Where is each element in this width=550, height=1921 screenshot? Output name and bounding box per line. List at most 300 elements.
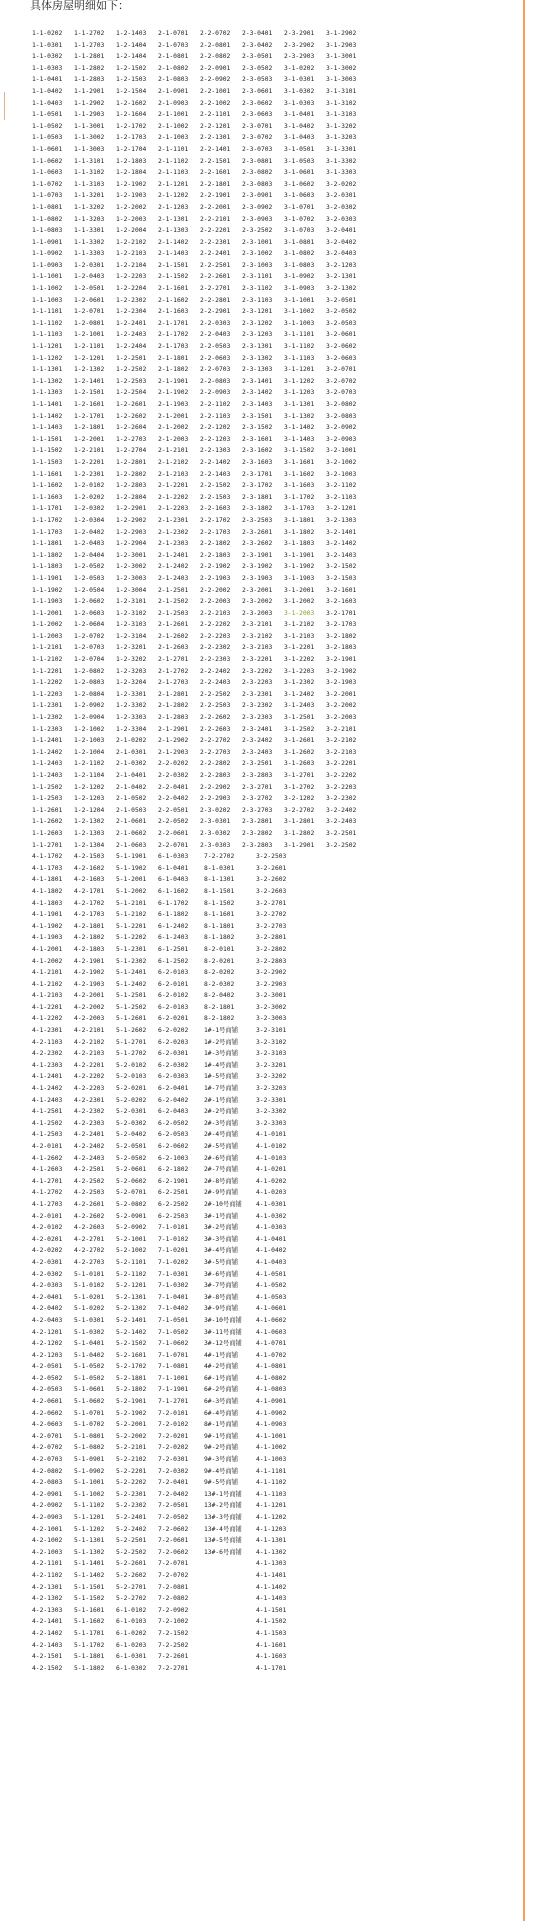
room-number-cell: 4-1-1401 xyxy=(256,1571,287,1579)
room-number-cell: 5-1-2502 xyxy=(116,1003,147,1011)
room-number-cell: 1-1-2403 xyxy=(32,760,63,768)
room-number-cell: 2-1-0602 xyxy=(116,829,147,837)
room-number-cell: 4-2-0402 xyxy=(32,1305,63,1313)
room-number-cell: 1-1-0803 xyxy=(32,227,63,235)
room-number-cell: 1-2-2401 xyxy=(116,319,147,327)
room-number-cell: 6-2-1901 xyxy=(158,1177,189,1185)
room-number-cell: 2-3-0803 xyxy=(242,180,273,188)
room-number-cell: 3-1-1702 xyxy=(284,493,315,501)
room-number-cell: 3-1-0803 xyxy=(284,261,315,269)
room-number-cell: 1-2-3003 xyxy=(116,574,147,582)
room-number-cell: 7-2-0801 xyxy=(158,1583,189,1591)
room-number-cell: 1-1-1001 xyxy=(32,273,63,281)
room-number-cell: 3#-6号商铺 xyxy=(204,1270,239,1278)
room-number-cell: 2-2-0801 xyxy=(200,41,231,49)
room-number-cell: 2-2-0702 xyxy=(200,30,231,37)
room-number-cell: 5-1-2402 xyxy=(116,980,147,988)
room-number-cell: 3-1-3001 xyxy=(326,53,357,61)
room-number-cell: 5-2-0103 xyxy=(116,1073,147,1081)
room-number-cell: 1-2-1504 xyxy=(116,87,147,95)
room-number-cell: 1-1-1101 xyxy=(32,308,63,316)
room-number-cell: 3-2-2701 xyxy=(256,899,287,907)
room-number-cell: 6-1-0102 xyxy=(116,1606,147,1614)
room-number-cell: 2-1-1602 xyxy=(158,296,189,304)
room-number-cell: 2-2-1903 xyxy=(200,574,231,582)
room-number-cell: 4-2-0202 xyxy=(32,1247,63,1255)
room-number-cell: 2-2-2203 xyxy=(200,632,231,640)
room-number-cell: 5-2-1901 xyxy=(116,1398,147,1406)
room-number-cell: 1-2-0504 xyxy=(74,586,105,594)
room-number-cell: 2-3-0702 xyxy=(242,134,273,142)
room-number-cell: 4-2-2001 xyxy=(74,992,105,1000)
room-number-cell: 4-2-2503 xyxy=(74,1189,105,1197)
room-number-cell: 5-2-0802 xyxy=(116,1200,147,1208)
room-number-cell: 2-2-0402 xyxy=(158,795,189,803)
room-number-cell: 3-2-1902 xyxy=(326,667,357,675)
room-number-cell: 1-2-1804 xyxy=(116,169,147,177)
room-number-cell: 2-1-2002 xyxy=(158,424,189,432)
room-number-cell: 8-2-0302 xyxy=(204,980,235,988)
room-number-cell: 2-1-0503 xyxy=(116,806,147,814)
room-number-cell: 4-1-2002 xyxy=(32,957,63,965)
room-number-cell: 4-1-0201 xyxy=(256,1166,287,1174)
room-number-cell: 3-2-2003 xyxy=(326,714,357,722)
room-number-cell: 5-2-0901 xyxy=(116,1212,147,1220)
room-number-cell: 6-2-0503 xyxy=(158,1131,189,1139)
room-number-cell: 7-1-0201 xyxy=(158,1247,189,1255)
room-number-cell: 2-2-1201 xyxy=(200,122,231,130)
room-number-cell: 3-2-2001 xyxy=(326,690,357,698)
room-number-cell: 5-1-1302 xyxy=(74,1548,105,1556)
room-number-cell: 3-2-1802 xyxy=(326,632,357,640)
room-number-cell: 1-2-2403 xyxy=(116,331,147,339)
room-number-cell: 4-1-1302 xyxy=(256,1548,287,1556)
room-number-cell: 2-2-1102 xyxy=(200,401,231,408)
room-number-cell: 3-1-3002 xyxy=(326,64,357,72)
room-number-cell: 7-2-0101 xyxy=(158,1409,189,1417)
room-number-cell: 8-2-0201 xyxy=(204,957,235,965)
room-number-cell: 4-2-0101 xyxy=(32,1143,63,1150)
room-number-cell: 2-3-1102 xyxy=(242,285,273,293)
room-number-cell: 4-2-1503 xyxy=(74,853,105,861)
room-number-cell: 1-2-3202 xyxy=(116,656,147,664)
room-number-cell: 1-2-1001 xyxy=(74,331,105,339)
room-number-cell: 1-2-0804 xyxy=(74,690,105,698)
room-number-cell: 2-1-2103 xyxy=(158,470,189,478)
room-number-cell: 4-1-0701 xyxy=(256,1340,287,1348)
room-number-cell: 1-1-3302 xyxy=(74,238,105,246)
room-number-cell: 1-2-2601 xyxy=(116,401,147,408)
room-number-cell: 4-1-1901 xyxy=(32,911,63,919)
room-number-cell: 1-2-1404 xyxy=(116,53,147,61)
room-number-cell: 4-2-0703 xyxy=(32,1456,63,1464)
room-number-cell: 4-2-1702 xyxy=(74,899,105,907)
room-number-cell: 1-1-2801 xyxy=(74,53,105,61)
room-number-cell: 7-1-0502 xyxy=(158,1328,189,1336)
room-number-cell: 1-2-2703 xyxy=(116,435,147,443)
room-number-cell: 3-2-1203 xyxy=(326,261,357,269)
room-number-cell: 1-1-1702 xyxy=(32,516,63,524)
room-number-cell: 1-1-1903 xyxy=(32,598,63,606)
room-number-cell: 5-2-0202 xyxy=(116,1096,147,1104)
room-number-cell: 2-3-1301 xyxy=(242,343,273,351)
room-number-cell: 4-2-0501 xyxy=(32,1363,63,1371)
room-number-cell: 1-2-0603 xyxy=(74,609,105,617)
room-number-cell: 3#-1号商铺 xyxy=(204,1212,239,1220)
room-number-cell: 1-2-2302 xyxy=(116,296,147,304)
room-number-cell: 3-1-1001 xyxy=(284,296,315,304)
room-number-cell: 9#-1号商铺 xyxy=(204,1432,239,1440)
room-number-cell: 4-1-2401 xyxy=(32,1073,63,1081)
room-number-cell: 5-2-1101 xyxy=(116,1258,147,1266)
room-number-cell: 4-2-2101 xyxy=(74,1027,105,1035)
room-number-cell: 1-2-2103 xyxy=(116,250,147,258)
room-number-cell: 2-2-1203 xyxy=(200,435,231,443)
room-number-cell: 1-2-2204 xyxy=(116,285,147,293)
room-number-cell: 5-1-2201 xyxy=(116,922,147,930)
room-number-cell: 6-2-0303 xyxy=(158,1073,189,1081)
document-heading: 具体房屋明细如下： xyxy=(30,0,129,12)
room-number-cell: 6-1-2402 xyxy=(158,922,189,930)
room-number-cell: 6-1-0203 xyxy=(116,1641,147,1649)
room-number-cell: 2-3-1302 xyxy=(242,354,273,362)
room-number-cell: 2-1-2502 xyxy=(158,598,189,606)
room-number-cell: 6-1-0403 xyxy=(158,876,189,884)
room-number-cell: 5-1-1501 xyxy=(74,1583,105,1591)
room-number-cell: 3-1-0903 xyxy=(284,285,315,293)
room-number-cell: 1-2-0904 xyxy=(74,714,105,722)
room-number-cell: 2-1-1002 xyxy=(158,122,189,130)
room-number-cell: 2-3-1203 xyxy=(242,331,273,339)
room-number-cell: 6-2-0102 xyxy=(158,992,189,1000)
room-number-cell: 1-2-1304 xyxy=(74,841,105,849)
room-number-cell: 1-2-0703 xyxy=(74,644,105,652)
margin-marker xyxy=(0,92,5,120)
room-number-cell: 4-1-0802 xyxy=(256,1374,287,1382)
room-number-cell: 5-2-1201 xyxy=(116,1282,147,1290)
room-number-cell: 4-1-0702 xyxy=(256,1351,287,1359)
room-number-cell: 8-2-1802 xyxy=(204,1015,235,1023)
room-number-cell: 4-2-2201 xyxy=(74,1061,105,1069)
room-number-cell: 6-1-1802 xyxy=(158,911,189,919)
room-number-cell: 5-2-0201 xyxy=(116,1085,147,1093)
room-number-cell: 7-1-0402 xyxy=(158,1305,189,1313)
room-number-cell: 3-1-1602 xyxy=(284,470,315,478)
room-number-cell: 5-1-0302 xyxy=(74,1328,105,1336)
room-number-cell: 2-3-1402 xyxy=(242,389,273,397)
room-number-cell: 6-2-0203 xyxy=(158,1038,189,1046)
room-number-cell: 4-2-2103 xyxy=(74,1050,105,1058)
room-number-cell: 5-2-2601 xyxy=(116,1560,147,1568)
room-number-cell: 5-2-2002 xyxy=(116,1432,147,1440)
room-number-cell: 6-2-0201 xyxy=(158,1015,189,1023)
room-number-cell: 3-1-3303 xyxy=(326,169,357,177)
room-number-cell: 7-2-0102 xyxy=(158,1421,189,1429)
room-number-cell: 2-3-1003 xyxy=(242,261,273,269)
room-number-cell: 1-2-1502 xyxy=(116,64,147,72)
room-number-cell: 2-1-2201 xyxy=(158,482,189,490)
room-number-cell: 4-1-1402 xyxy=(256,1583,287,1591)
room-number-cell: 1-2-3103 xyxy=(116,621,147,629)
room-number-cell: 7-1-0102 xyxy=(158,1235,189,1243)
room-number-cell: 5-2-2502 xyxy=(116,1548,147,1556)
room-number-cell: 3-1-3202 xyxy=(326,122,357,130)
room-number-cell: 3-2-3201 xyxy=(256,1061,287,1069)
room-number-cell: 5-2-0302 xyxy=(116,1119,147,1127)
room-number-cell: 6-2-0103 xyxy=(158,1003,189,1011)
room-number-cell: 2-2-2002 xyxy=(200,586,231,594)
room-number-cell: 5-1-2401 xyxy=(116,969,147,977)
room-number-cell: 5-2-2702 xyxy=(116,1595,147,1603)
room-number-cell: 2-3-2703 xyxy=(242,806,273,814)
room-number-cell: 4-2-1003 xyxy=(32,1548,63,1556)
room-number-cell: 2-3-0303 xyxy=(200,841,231,849)
room-number-cell: 5-2-2401 xyxy=(116,1514,147,1521)
room-number-cell: 1-1-3002 xyxy=(74,134,105,142)
room-number-cell: 1-2-0502 xyxy=(74,563,105,571)
room-number-cell: 6-1-2403 xyxy=(158,934,189,942)
room-number-cell: 2-2-2003 xyxy=(200,598,231,606)
room-number-cell: 6-2-0302 xyxy=(158,1061,189,1069)
room-number-cell: 1#-5号商铺 xyxy=(204,1073,239,1081)
room-number-cell: 3-1-0402 xyxy=(284,122,315,130)
room-number-cell: 5-1-2701 xyxy=(116,1038,147,1046)
room-number-cell: 2#-1号商铺 xyxy=(204,1096,239,1104)
room-number-cell: 2-1-2503 xyxy=(158,609,189,617)
room-number-cell: 5-1-1402 xyxy=(74,1571,105,1579)
room-number-cell: 7-1-0202 xyxy=(158,1258,189,1266)
room-number-cell: 1-1-2302 xyxy=(32,714,63,722)
room-number-cell: 4-1-0302 xyxy=(256,1212,287,1220)
room-number-cell: 2-3-0503 xyxy=(242,76,273,84)
room-number-cell: 1-2-0304 xyxy=(74,516,105,524)
room-number-cell: 2-3-2803 xyxy=(242,841,273,849)
room-number-cell: 1-1-2703 xyxy=(74,41,105,49)
room-number-cell: 4-1-2303 xyxy=(32,1061,63,1069)
room-number-cell: 4-1-2001 xyxy=(32,945,63,953)
room-number-cell: 3#-4号商铺 xyxy=(204,1247,239,1255)
room-number-cell: 2-2-0601 xyxy=(158,829,189,837)
room-number-cell: 2-3-0602 xyxy=(242,99,273,107)
room-number-cell: 2#-10号商铺 xyxy=(204,1200,242,1208)
room-number-cell: 2-2-0202 xyxy=(158,760,189,768)
room-number-cell: 5-2-1502 xyxy=(116,1340,147,1348)
room-number-cell: 4-1-2702 xyxy=(32,1189,63,1197)
room-number-cell: 3-2-2801 xyxy=(256,934,287,942)
room-number-cell: 5-1-0402 xyxy=(74,1351,105,1359)
room-number-cell: 2-3-2902 xyxy=(284,41,315,49)
room-number-cell: 13#-5号商铺 xyxy=(204,1537,242,1545)
room-number-cell: 5-1-1002 xyxy=(74,1490,105,1498)
room-number-cell: 4-1-1201 xyxy=(256,1502,287,1510)
room-number-cell: 3-2-2302 xyxy=(326,795,357,803)
room-number-cell: 6-2-0103 xyxy=(158,969,189,977)
room-number-cell: 1-2-0302 xyxy=(74,505,105,513)
room-number-cell: 4-1-1203 xyxy=(256,1525,287,1533)
room-number-cell: 4-1-2502 xyxy=(32,1119,63,1127)
room-number-cell: 2-3-0801 xyxy=(242,157,273,165)
room-number-cell: 3-1-2801 xyxy=(284,818,315,826)
room-number-cell: 8-2-0202 xyxy=(204,969,235,977)
room-number-cell: 4-2-0902 xyxy=(32,1502,63,1510)
room-number-cell: 3-1-0703 xyxy=(284,227,315,235)
room-number-cell: 5-1-1701 xyxy=(74,1629,105,1637)
room-number-cell: 2-2-0803 xyxy=(200,377,231,385)
room-number-cell: 3-2-2102 xyxy=(326,737,357,745)
room-number-cell: 5-1-0702 xyxy=(74,1421,105,1429)
room-number-cell: 3#-12号商铺 xyxy=(204,1340,242,1348)
room-number-cell: 2-2-2903 xyxy=(200,795,231,803)
room-number-cell: 1-1-1003 xyxy=(32,296,63,304)
room-number-cell: 4-1-1802 xyxy=(32,887,63,895)
room-number-cell: 7-2-0602 xyxy=(158,1548,189,1556)
room-number-cell: 4-1-1703 xyxy=(32,864,63,872)
room-number-cell: 1-1-2202 xyxy=(32,679,63,687)
room-number-cell: 1-1-3101 xyxy=(74,157,105,165)
room-number-cell: 4-2-0201 xyxy=(32,1235,63,1243)
room-number-cell: 6-1-0302 xyxy=(116,1664,147,1672)
room-number-cell: 4-2-0602 xyxy=(32,1409,63,1417)
room-number-cell: 1#-4号商铺 xyxy=(204,1061,239,1069)
room-number-cell: 3-1-2202 xyxy=(284,656,315,664)
room-number-cell: 1-1-1601 xyxy=(32,470,63,478)
room-number-cell: 1-1-1202 xyxy=(32,354,63,362)
room-number-cell: 1-1-0202 xyxy=(32,30,63,37)
room-number-cell: 2-2-0902 xyxy=(200,76,231,84)
room-number-cell: 7-2-0301 xyxy=(158,1456,189,1464)
room-number-cell: 7-1-0501 xyxy=(158,1316,189,1324)
room-number-cell: 5-2-1301 xyxy=(116,1293,147,1301)
room-number-cell: 5-2-1401 xyxy=(116,1316,147,1324)
room-number-cell: 5-1-0102 xyxy=(74,1282,105,1290)
room-number-cell: 3-1-2001 xyxy=(284,586,315,594)
room-number-cell: 1-2-1201 xyxy=(74,354,105,362)
room-number-cell: 3-2-1502 xyxy=(326,563,357,571)
room-number-cell: 4-2-2102 xyxy=(74,1038,105,1046)
room-number-cell: 7-2-2702 xyxy=(204,853,235,861)
room-number-cell: 2-1-0803 xyxy=(158,76,189,84)
room-number-cell: 2-3-0302 xyxy=(200,829,231,837)
room-number-cell: 3-2-2503 xyxy=(256,853,287,861)
room-number-cell: 2-2-0703 xyxy=(200,366,231,374)
room-number-cell: 3-1-0401 xyxy=(284,111,315,119)
room-number-cell: 5-1-2001 xyxy=(116,876,147,884)
room-number-cell: 3-2-2201 xyxy=(326,760,357,768)
room-number-cell: 3-2-0601 xyxy=(326,331,357,339)
room-number-cell: 4-2-2003 xyxy=(74,1015,105,1023)
room-number-cell: 7-2-0602 xyxy=(158,1525,189,1533)
room-number-cell: 3-1-0603 xyxy=(284,192,315,200)
room-number-cell: 1-2-1302 xyxy=(74,366,105,374)
room-number-cell: 2-1-1402 xyxy=(158,238,189,246)
room-number-cell: 1-1-1602 xyxy=(32,482,63,490)
room-number-cell: 4-2-0901 xyxy=(32,1490,63,1498)
room-number-cell: 7-2-0402 xyxy=(158,1490,189,1498)
room-number-cell: 3-2-1302 xyxy=(326,285,357,293)
room-number-cell: 2-2-2303 xyxy=(200,656,231,664)
room-number-cell: 3-2-1803 xyxy=(326,644,357,652)
room-number-cell: 2-3-0202 xyxy=(200,806,231,814)
room-number-cell: 4-1-1101 xyxy=(256,1467,287,1475)
room-number-cell: 2-1-2401 xyxy=(158,551,189,559)
room-number-cell: 2-3-2202 xyxy=(242,667,273,675)
room-number-cell: 4-2-0903 xyxy=(32,1514,63,1521)
room-number-cell: 5-1-2101 xyxy=(116,899,147,907)
room-number-cell: 4-1-0501 xyxy=(256,1270,287,1278)
room-number-cell: 1-1-2601 xyxy=(32,806,63,814)
room-number-cell: 1-1-2603 xyxy=(32,829,63,837)
room-number-cell: 2-1-1102 xyxy=(158,157,189,165)
room-number-cell: 2-3-1901 xyxy=(242,551,273,559)
room-number-cell: 2-3-2303 xyxy=(242,714,273,722)
room-number-cell: 1-2-1704 xyxy=(116,145,147,153)
room-number-cell: 1-2-2102 xyxy=(116,238,147,246)
room-number-cell: 3-2-0902 xyxy=(326,424,357,432)
room-number-cell: 2#-6号商铺 xyxy=(204,1154,239,1162)
room-number-cell: 4-1-1902 xyxy=(32,922,63,930)
room-number-cell: 1-1-3103 xyxy=(74,180,105,188)
room-number-cell: 2-1-0401 xyxy=(116,772,147,779)
room-number-cell: 1-1-1201 xyxy=(32,343,63,351)
room-number-cell: 8-2-0402 xyxy=(204,992,235,1000)
room-number-cell: 2-2-0502 xyxy=(158,818,189,826)
room-number-cell: 3-2-2902 xyxy=(256,969,287,977)
room-number-cell: 4-2-0603 xyxy=(32,1421,63,1429)
room-number-cell: 4-1-2202 xyxy=(32,1015,63,1023)
room-number-cell: 2-3-2401 xyxy=(242,725,273,733)
room-number-cell: 3-1-0503 xyxy=(284,157,315,165)
room-number-cell: 3-1-1803 xyxy=(284,540,315,548)
room-number-cell: 13#-6号商铺 xyxy=(204,1548,242,1556)
room-number-cell: 3-2-0803 xyxy=(326,412,357,420)
room-number-cell: 2-2-2201 xyxy=(200,227,231,235)
room-number-cell: 3-2-2703 xyxy=(256,922,287,930)
room-number-cell: 1-1-2403 xyxy=(32,772,63,779)
room-number-cell: 1-2-1702 xyxy=(116,122,147,130)
room-number-cell: 3-1-0701 xyxy=(284,203,315,211)
room-number-cell: 2-2-2501 xyxy=(200,261,231,269)
room-number-cell: 3#-11号商铺 xyxy=(204,1328,242,1336)
room-number-cell: 2-3-1103 xyxy=(242,296,273,304)
room-number-cell: 1-2-1203 xyxy=(74,795,105,803)
room-number-cell: 2-3-2501 xyxy=(242,760,273,768)
room-number-cell: 3-2-3301 xyxy=(256,1096,287,1104)
room-number-cell: 3-1-2003 xyxy=(284,609,315,617)
room-number-cell: 2-2-1501 xyxy=(200,157,231,165)
room-number-cell: 2-1-1702 xyxy=(158,331,189,339)
room-number-cell: 2-3-2903 xyxy=(284,53,315,61)
room-number-cell: 7-1-0401 xyxy=(158,1293,189,1301)
room-number-cell: 2-3-2302 xyxy=(242,702,273,710)
room-number-cell: 3-1-0302 xyxy=(284,87,315,95)
room-number-cell: 4-1-0801 xyxy=(256,1363,287,1371)
room-number-cell: 3-1-2603 xyxy=(284,760,315,768)
room-number-cell: 2-3-0903 xyxy=(242,215,273,223)
room-number-cell: 1-1-2102 xyxy=(32,656,63,664)
room-number-cell: 3-1-1301 xyxy=(284,401,315,408)
room-number-cell: 2-3-2803 xyxy=(242,772,273,779)
room-number-cell: 2-1-2303 xyxy=(158,540,189,548)
room-number-cell: 5-2-0502 xyxy=(116,1154,147,1162)
room-number-cell: 2-2-0302 xyxy=(158,772,189,779)
room-number-cell: 2-3-0603 xyxy=(242,111,273,119)
room-number-cell: 3-1-0601 xyxy=(284,169,315,177)
room-number-cell: 1-2-3204 xyxy=(116,679,147,687)
room-number-cell: 2-1-2102 xyxy=(158,458,189,466)
room-number-cell: 3-1-1103 xyxy=(284,354,315,362)
room-number-cell: 2-3-0701 xyxy=(242,122,273,130)
room-number-cell: 2#-5号商铺 xyxy=(204,1143,239,1150)
